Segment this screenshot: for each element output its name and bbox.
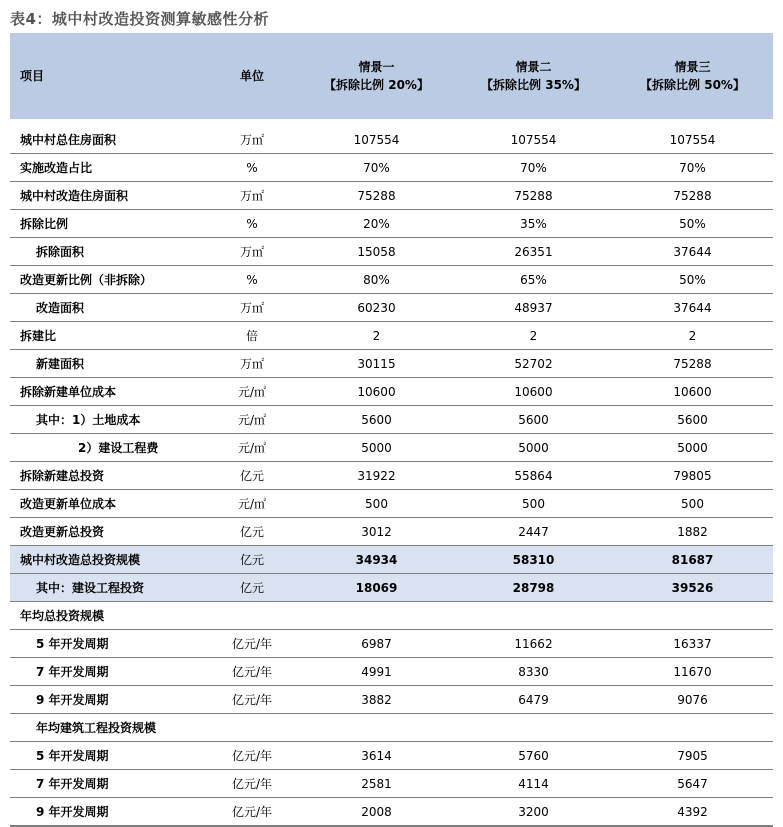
table-row [10,378,773,406]
cell-scenario-3: 11670 [612,658,773,686]
cell-scenario-3: 10600 [612,378,773,406]
cell-scenario-2: 11662 [455,630,612,658]
row-label: 7 年开发周期 [10,658,206,686]
cell-scenario-3: 79805 [612,462,773,490]
cell-scenario-2: 28798 [455,574,612,602]
cell-scenario-1: 70% [298,154,455,182]
cell-scenario-3: 5647 [612,770,773,798]
row-label: 其中：1）土地成本 [10,406,206,434]
cell-scenario-3: 5600 [612,406,773,434]
header-unit: 单位 [239,69,264,83]
cell-scenario-2: 70% [455,154,612,182]
cell-scenario-1: 2581 [298,770,455,798]
cell-scenario-1: 3012 [298,518,455,546]
row-label: 9 年开发周期 [10,686,206,714]
row-unit: 万㎡ [206,238,298,266]
cell-scenario-2: 58310 [455,546,612,574]
cell-scenario-1: 31922 [298,462,455,490]
table-row [10,350,773,378]
table-row [10,462,773,490]
cell-scenario-2: 26351 [455,238,612,266]
cell-scenario-3: 4392 [612,798,773,827]
row-label: 拆建比 [10,322,206,350]
cell-scenario-2: 5000 [455,434,612,462]
cell-scenario-1: 2 [298,322,455,350]
table-row [10,154,773,182]
row-label: 其中：建设工程投资 [10,574,206,602]
cell-scenario-1: 80% [298,266,455,294]
row-unit: 亿元 [206,574,298,602]
cell-scenario-1: 34934 [298,546,455,574]
scenario-name: 情景三 [674,60,711,74]
row-label: 城中村总住房面积 [10,126,206,154]
cell-scenario-2: 500 [455,490,612,518]
row-unit: % [206,210,298,238]
row-unit: 万㎡ [206,294,298,322]
row-label: 新建面积 [10,350,206,378]
cell-scenario-1: 500 [298,490,455,518]
cell-scenario-2: 5600 [455,406,612,434]
row-label: 改造面积 [10,294,206,322]
row-unit: 万㎡ [206,182,298,210]
table-row [10,714,773,742]
cell-scenario-1: 75288 [298,182,455,210]
cell-scenario-3: 70% [612,154,773,182]
cell-scenario-3: 37644 [612,294,773,322]
table-row [10,182,773,210]
cell-scenario-1: 107554 [298,126,455,154]
scenario-note: 【拆除比例 50%】 [640,78,745,92]
cell-scenario-1 [298,602,455,630]
row-label: 拆除新建单位成本 [10,378,206,406]
table-row [10,518,773,546]
table-row [10,238,773,266]
cell-scenario-1: 15058 [298,238,455,266]
row-label: 改造更新总投资 [10,518,206,546]
row-label: 城中村改造总投资规模 [10,546,206,574]
cell-scenario-3: 500 [612,490,773,518]
cell-scenario-3: 81687 [612,546,773,574]
cell-scenario-3: 1882 [612,518,773,546]
cell-scenario-3: 39526 [612,574,773,602]
table-row [10,490,773,518]
table-row [10,210,773,238]
scenario-note: 【拆除比例 20%】 [324,78,429,92]
table-row [10,658,773,686]
cell-scenario-2: 2 [455,322,612,350]
header-scenario-2 [455,33,612,119]
cell-scenario-2: 52702 [455,350,612,378]
cell-scenario-1: 20% [298,210,455,238]
row-label: 拆除新建总投资 [10,462,206,490]
table-row [10,602,773,630]
row-unit: 元/㎡ [206,378,298,406]
row-label: 年均总投资规模 [10,602,206,630]
cell-scenario-2: 107554 [455,126,612,154]
cell-scenario-3: 50% [612,266,773,294]
row-label: 拆除面积 [10,238,206,266]
table-row [10,126,773,154]
cell-scenario-3: 75288 [612,182,773,210]
row-label: 9 年开发周期 [10,798,206,827]
scenario-name: 情景二 [515,60,552,74]
table-header-row [10,33,773,119]
cell-scenario-1: 5000 [298,434,455,462]
row-unit: % [206,154,298,182]
header-scenario-3 [612,33,773,119]
cell-scenario-1: 60230 [298,294,455,322]
row-label: 年均建筑工程投资规模 [10,714,206,742]
row-label: 城中村改造住房面积 [10,182,206,210]
header-spacer [10,119,773,126]
cell-scenario-3: 9076 [612,686,773,714]
row-label: 改造更新比例（非拆除） [10,266,206,294]
cell-scenario-1: 10600 [298,378,455,406]
row-unit: 亿元 [206,518,298,546]
cell-scenario-1: 5600 [298,406,455,434]
cell-scenario-2: 3200 [455,798,612,827]
row-unit: 亿元/年 [206,630,298,658]
cell-scenario-2: 5760 [455,742,612,770]
row-unit: 倍 [206,322,298,350]
table-body [10,119,773,826]
row-label: 5 年开发周期 [10,742,206,770]
row-unit: 亿元/年 [206,686,298,714]
row-label: 5 年开发周期 [10,630,206,658]
table-row [10,630,773,658]
row-label: 7 年开发周期 [10,770,206,798]
header-scenario-1 [298,33,455,119]
cell-scenario-3: 5000 [612,434,773,462]
table-row [10,266,773,294]
cell-scenario-1: 18069 [298,574,455,602]
table-row [10,322,773,350]
row-unit: 亿元/年 [206,742,298,770]
row-unit: % [206,266,298,294]
cell-scenario-1: 6987 [298,630,455,658]
cell-scenario-2 [455,714,612,742]
cell-scenario-2: 10600 [455,378,612,406]
cell-scenario-3: 37644 [612,238,773,266]
cell-scenario-3: 7905 [612,742,773,770]
cell-scenario-1: 3882 [298,686,455,714]
table-title: 表4：城中村改造投资测算敏感性分析 [10,10,269,28]
sensitivity-table [10,33,773,827]
table-row [10,434,773,462]
row-unit: 亿元 [206,546,298,574]
cell-scenario-3 [612,714,773,742]
row-unit: 亿元/年 [206,770,298,798]
cell-scenario-3 [612,602,773,630]
cell-scenario-2: 8330 [455,658,612,686]
cell-scenario-2: 55864 [455,462,612,490]
row-unit: 万㎡ [206,126,298,154]
table-row [10,546,773,574]
row-unit: 亿元/年 [206,658,298,686]
cell-scenario-3: 50% [612,210,773,238]
cell-scenario-2: 6479 [455,686,612,714]
cell-scenario-1: 2008 [298,798,455,827]
scenario-note: 【拆除比例 35%】 [481,78,586,92]
cell-scenario-2: 4114 [455,770,612,798]
table-row [10,294,773,322]
table-row [10,686,773,714]
row-unit [206,714,298,742]
row-unit: 元/㎡ [206,406,298,434]
header-item: 项目 [20,69,45,83]
table-title-wrap [10,8,269,30]
row-label: 拆除比例 [10,210,206,238]
cell-scenario-3: 2 [612,322,773,350]
cell-scenario-2: 2447 [455,518,612,546]
table-row [10,574,773,602]
table-row [10,770,773,798]
row-unit: 亿元/年 [206,798,298,827]
row-label: 改造更新单位成本 [10,490,206,518]
cell-scenario-2: 65% [455,266,612,294]
table-row [10,742,773,770]
cell-scenario-3: 16337 [612,630,773,658]
scenario-name: 情景一 [358,60,395,74]
cell-scenario-1 [298,714,455,742]
cell-scenario-3: 107554 [612,126,773,154]
row-unit: 亿元 [206,462,298,490]
cell-scenario-1: 30115 [298,350,455,378]
row-label: 2）建设工程费 [10,434,206,462]
cell-scenario-1: 3614 [298,742,455,770]
row-unit [206,602,298,630]
row-label: 实施改造占比 [10,154,206,182]
cell-scenario-2: 75288 [455,182,612,210]
cell-scenario-2: 48937 [455,294,612,322]
cell-scenario-2: 35% [455,210,612,238]
cell-scenario-3: 75288 [612,350,773,378]
cell-scenario-1: 4991 [298,658,455,686]
row-unit: 元/㎡ [206,490,298,518]
row-unit: 元/㎡ [206,434,298,462]
cell-scenario-2 [455,602,612,630]
table-row [10,798,773,827]
table-row [10,406,773,434]
row-unit: 万㎡ [206,350,298,378]
